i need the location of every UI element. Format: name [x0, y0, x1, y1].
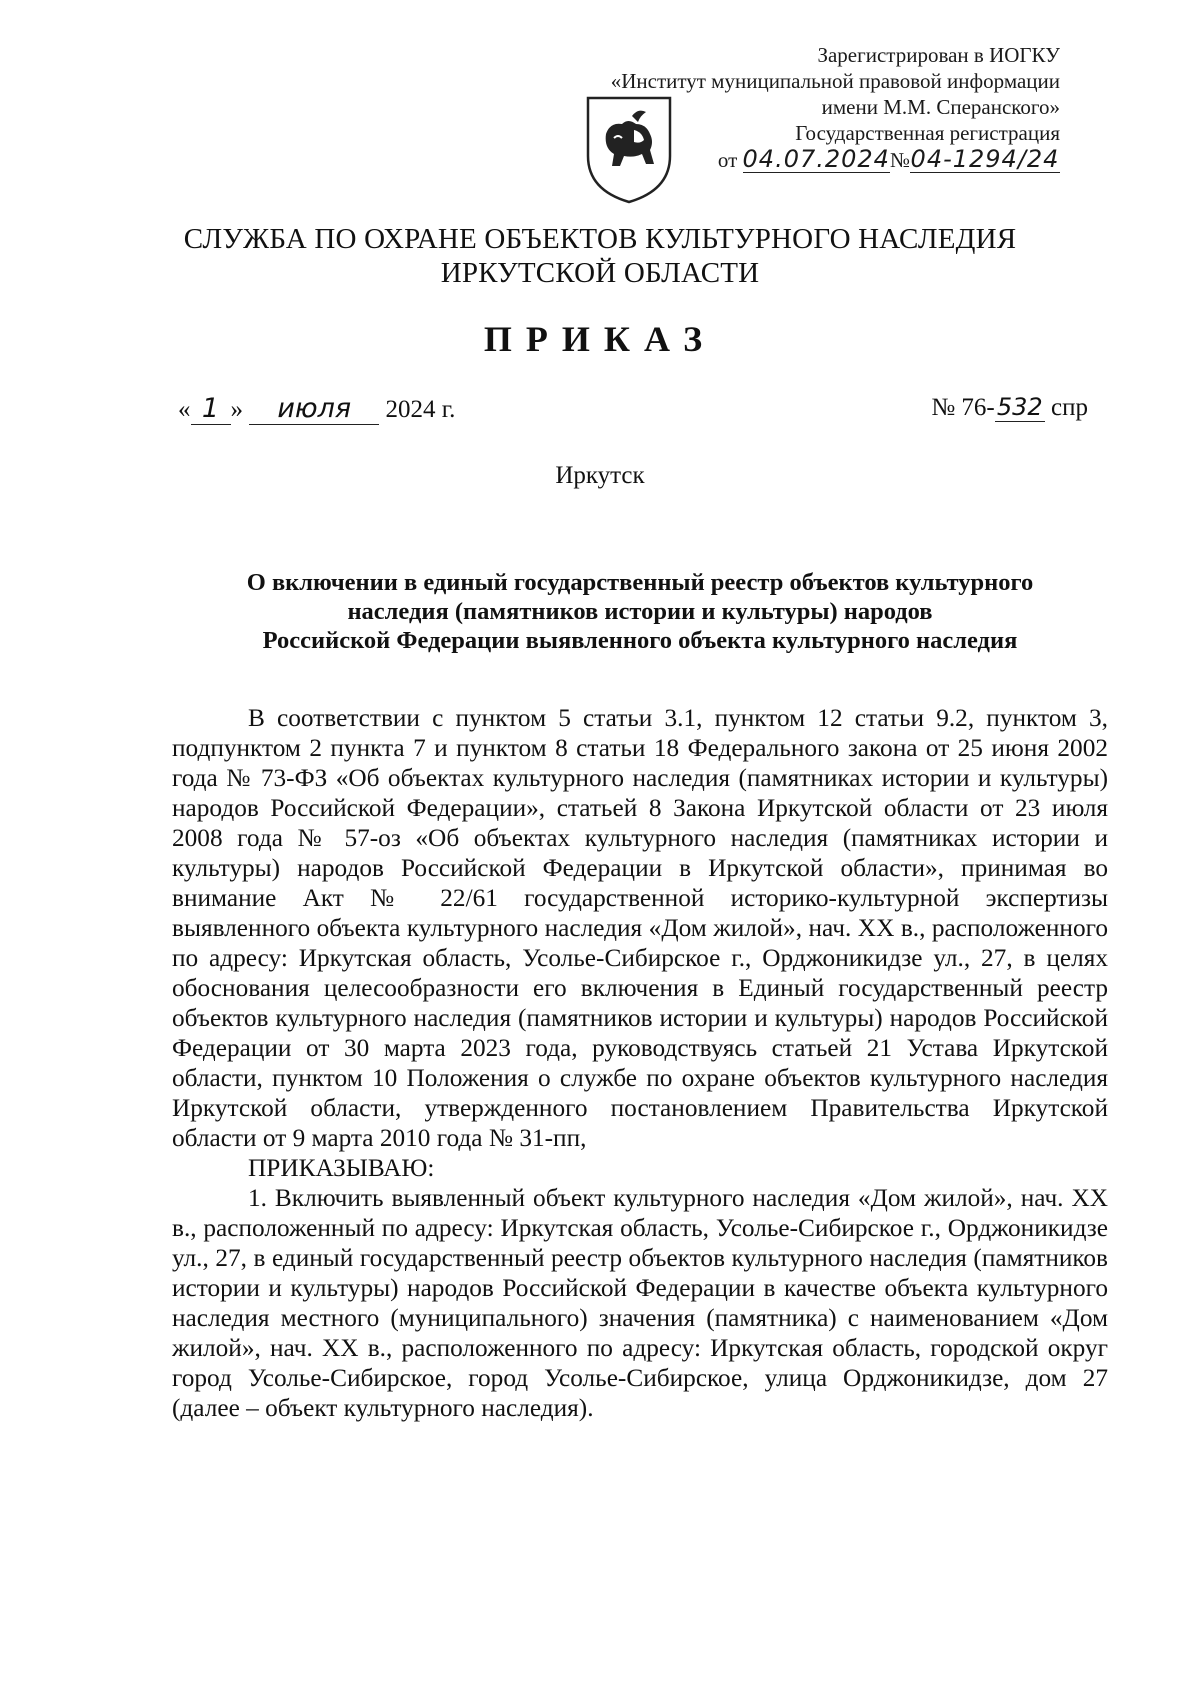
title-line-1: О включении в единый государственный реестр объектов культурного — [246, 569, 1034, 596]
date-year: 2024 г. — [385, 396, 456, 423]
document-body — [172, 703, 1108, 1423]
order-word: ПРИКАЗЫВАЮ: — [248, 1154, 435, 1182]
order-number — [931, 393, 1088, 422]
registration-number-prefix: № — [889, 148, 910, 172]
title-line-2: наследия (памятников истории и культуры) народов — [347, 598, 933, 625]
document-title — [170, 568, 1110, 655]
preamble-paragraph: В соответствии с пунктом 5 статьи 3.1, пунктом 12 статьи 9.2, пунктом 3, подпунктом 2 пункта 7 и пунктом 8 статьи 18 Федерального закона от 25 июня 2002 года № 73-ФЗ «Об объектах культурного наследия (памятниках истории и культуры) народов Российской Федерации», статьей 8 Закона Иркутской области от 23 июля 2008 года № 57-оз «Об объектах культурного наследия (памятниках истории и культуры) народов Российской Федерации в Иркутской области», принимая во внимание Акт № 22/61 государственной историко-культурной экспертизы выявленного объекта культурного наследия «Дом жилой», нач. XX в., расположенного по адресу: Иркутская область, Усолье-Сибирское г., Орджоникидзе ул., 27, в целях обоснования целесообразности его включения в Единый государственный реестр объектов культурного наследия (памятников истории и культуры) народов Российской Федерации от 30 марта 2023 года, руководствуясь статьей 21 Устава Иркутской области, пунктом 10 Положения о службе по охране объектов культурного наследия Иркутской области, утвержденного постановлением Правительства Иркутской области от 9 марта 2010 года № 31-пп, — [172, 704, 1108, 1152]
date-close-quote: » — [230, 396, 243, 423]
date-open-quote: « — [178, 396, 191, 423]
order-item-1: 1. Включить выявленный объект культурного наследия «Дом жилой», нач. XX в., расположенный по адресу: Иркутская область, Усолье-Сибирское г., Орджоникидзе ул., 27, в единый государственный реестр объектов культурного наследия (памятников истории и культуры) народов Российской Федерации в качестве объекта культурного наследия местного (муниципального) значения (памятника) с наименованием «Дом жилой», нач. XX в., расположенного по адресу: Иркутская область, городской округ город Усолье-Сибирское, город Усолье-Сибирское, улица Орджоникидзе, дом 27 (далее – объект культурного наследия). — [172, 1184, 1108, 1422]
registration-stamp — [611, 42, 1060, 173]
registration-date-number — [611, 146, 1060, 173]
number-suffix: спр — [1051, 394, 1088, 421]
irkutsk-coat-of-arms-icon — [584, 94, 674, 206]
registration-line-4: Государственная регистрация — [795, 121, 1060, 145]
date-day: 1 — [191, 393, 231, 425]
registration-line-3: имени М.М. Сперанского» — [821, 95, 1060, 119]
registration-line-2: «Институт муниципальной правовой информации — [610, 69, 1060, 93]
agency-name-line-1: СЛУЖБА ПО ОХРАНЕ ОБЪЕКТОВ КУЛЬТУРНОГО НАСЛЕДИЯ — [183, 223, 1017, 255]
agency-name-line-2: ИРКУТСКОЙ ОБЛАСТИ — [440, 257, 760, 289]
registration-line-1: Зарегистрирован в ИОГКУ — [817, 43, 1060, 67]
agency-name — [0, 222, 1200, 290]
document-type-heading: ПРИКАЗ — [483, 319, 717, 359]
registration-date-prefix: от — [717, 148, 738, 172]
registration-date-value: 04.07.2024 — [742, 145, 890, 173]
order-date — [178, 393, 455, 425]
city-name: Иркутск — [555, 462, 645, 489]
number-value: 532 — [995, 393, 1045, 422]
number-prefix: № 76- — [931, 394, 995, 421]
registration-number-value: 04-1294/24 — [910, 145, 1060, 173]
date-month: июля — [249, 393, 379, 425]
title-line-3: Российской Федерации выявленного объекта культурного наследия — [262, 627, 1018, 654]
